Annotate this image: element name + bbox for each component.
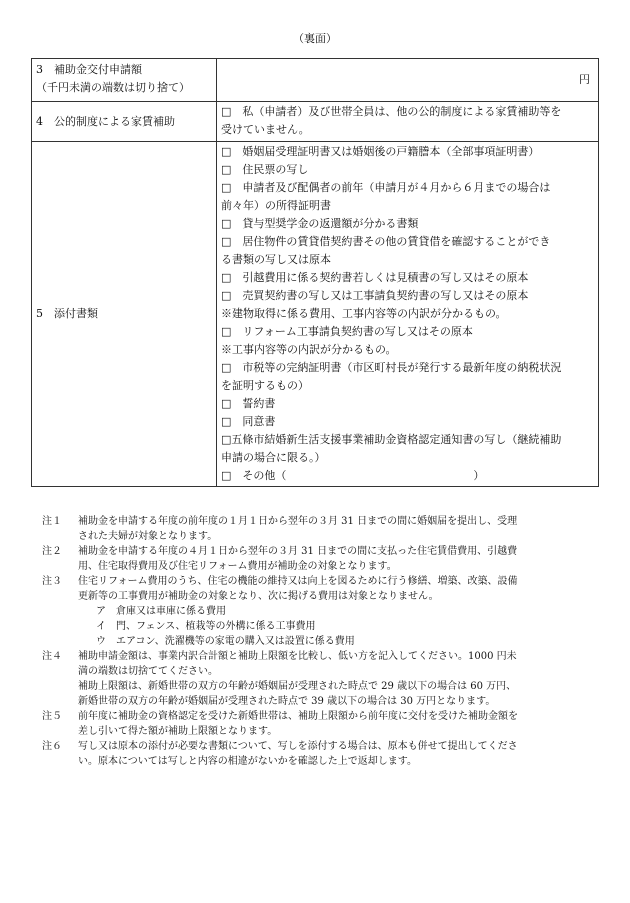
note-line: 前年度に補助金の資格認定を受けた新婚世帯は、補助上限額から前年度に交付を受けた補助金額を (78, 711, 518, 722)
attachment-text-tax-cert-cont: を証明するもの） (221, 379, 309, 392)
row-public-system (32, 102, 599, 142)
attachment-checkbox-marriage-cert[interactable]: □ 婚姻届受理証明書又は婚姻後の戸籍謄本（全部事項証明書） (221, 145, 540, 158)
amount-label-line-2: （千円未満の端数は切り捨て） (36, 81, 190, 94)
attachment-checkbox-pledge[interactable]: □ 誓約書 (221, 397, 276, 410)
amount-field[interactable] (217, 59, 599, 102)
row-application-amount (32, 59, 599, 102)
attachment-checkbox-moving[interactable]: □ 引越費用に係る契約書若しくは見積書の写し又はその原本 (221, 271, 529, 284)
note-number: 注４ (42, 651, 62, 662)
attachment-checkbox-scholarship[interactable]: □ 貸与型奨学金の返還額が分かる書類 (221, 217, 419, 230)
note-number: 注２ (42, 546, 62, 557)
attachments-label: 5 添付書類 (32, 142, 217, 487)
note-sub-item: イ 門、フェンス、植栽等の外構に係る工事費用 (96, 621, 316, 632)
note-sub-item: ウ エアコン、洗濯機等の家電の購入又は設置に係る費用 (96, 636, 355, 647)
note-4 (42, 649, 598, 709)
note-body (78, 574, 598, 649)
attachment-checkbox-qualification[interactable]: □五條市結婚新生活支援事業補助金資格認定通知書の写し（継続補助 (221, 433, 562, 446)
note-body (78, 709, 598, 739)
attachments-field (217, 142, 599, 487)
attachment-note-purchase: ※建物取得に係る費用、工事内容等の内訳が分かるもの。 (221, 307, 507, 320)
public-system-label: 4 公的制度による家賃補助 (32, 102, 217, 142)
note-line: 新婚世帯の双方の年齢が婚姻届が受理された時点で 39 歳以下の場合は 30 万円となります。 (78, 696, 496, 707)
note-line: 更新等の工事費用が補助金の対象となり、次に掲げる費用は対象となりません。 (78, 591, 439, 602)
amount-label-line-1: 3 補助金交付申請額 (36, 63, 142, 76)
attachment-text-income-cert-cont: 前々年）の所得証明書 (221, 199, 331, 212)
note-number: 注６ (42, 741, 62, 752)
note-1 (42, 514, 598, 544)
note-line: 補助金を申請する年度の４月１日から翌年の３月 31 日までの間に支払った住宅賃借費用、引越費 (78, 546, 518, 557)
amount-label (32, 59, 217, 102)
note-body (78, 739, 598, 769)
note-body (78, 649, 598, 709)
attachment-checkbox-resident-card[interactable]: □ 住民票の写し (221, 163, 309, 176)
attachment-checkbox-purchase[interactable]: □ 売買契約書の写し又は工事請負契約書の写し又はその原本 (221, 289, 529, 302)
attachment-checkbox-consent[interactable]: □ 同意書 (221, 415, 276, 428)
attachment-text-lease-cont: る書類の写し又は原本 (221, 253, 331, 266)
note-number: 注５ (42, 711, 62, 722)
note-line: 写し又は原本の添付が必要な書類について、写しを添付する場合は、原本も併せて提出してくださ (78, 741, 518, 752)
note-body (78, 514, 598, 544)
note-line: い。原本については写しと内容の相違がないかを確認した上で返却します。 (78, 756, 417, 767)
note-number: 注３ (42, 576, 62, 587)
yen-unit: 円 (579, 73, 590, 86)
note-body (78, 544, 598, 574)
attachment-note-reform: ※工事内容等の内訳が分かるもの。 (221, 343, 397, 356)
notes-section (42, 514, 598, 769)
note-line: 補助金を申請する年度の前年度の１月１日から翌年の３月 31 日までの間に婚姻届を提出し、受理 (78, 516, 518, 527)
note-line: 差し引いて得た額が補助上限額となります。 (78, 726, 278, 737)
note-3 (42, 574, 598, 649)
note-sub-item: ア 倉庫又は車庫に係る費用 (96, 606, 226, 617)
page-header: （裏面） (293, 32, 337, 45)
public-system-line-2: 受けていません。 (221, 123, 310, 136)
note-number: 注１ (42, 516, 62, 527)
note-line: 補助上限額は、新婚世帯の双方の年齢が婚姻届が受理された時点で 29 歳以下の場合は 60 万円、 (78, 681, 517, 692)
attachment-checkbox-tax-cert[interactable]: □ 市税等の完納証明書（市区町村長が発行する最新年度の納税状況 (221, 361, 562, 374)
note-line: 用、住宅取得費用及び住宅リフォーム費用が補助金の対象となります。 (78, 561, 397, 572)
attachment-checkbox-income-cert[interactable]: □ 申請者及び配偶者の前年（申請月が４月から６月までの場合は (221, 181, 551, 194)
attachment-checkbox-other[interactable]: □ その他（ ） (221, 469, 485, 482)
application-table (31, 58, 599, 487)
note-line: 補助申請金額は、事業内訳合計額と補助上限額を比較し、低い方を記入してください。1000 円未 (78, 651, 517, 662)
note-line: 住宅リフォーム費用のうち、住宅の機能の維持又は向上を図るために行う修繕、増築、改築、設備 (78, 576, 518, 587)
attachment-text-qualification-cont: 申請の場合に限る。） (221, 451, 326, 464)
row-attachments (32, 142, 599, 487)
attachment-checkbox-reform[interactable]: □ リフォーム工事請負契約書の写し又はその原本 (221, 325, 473, 338)
note-6 (42, 739, 598, 769)
public-system-field[interactable] (217, 102, 599, 142)
note-5 (42, 709, 598, 739)
note-line: 満の端数は切捨ててください。 (78, 666, 218, 677)
note-line: された夫婦が対象となります。 (78, 531, 218, 542)
note-2 (42, 544, 598, 574)
attachment-checkbox-lease[interactable]: □ 居住物件の賃貸借契約書その他の賃貸借を確認することができ (221, 235, 551, 248)
public-system-line-1: □ 私（申請者）及び世帯全員は、他の公的制度による家賃補助等を (221, 105, 562, 118)
